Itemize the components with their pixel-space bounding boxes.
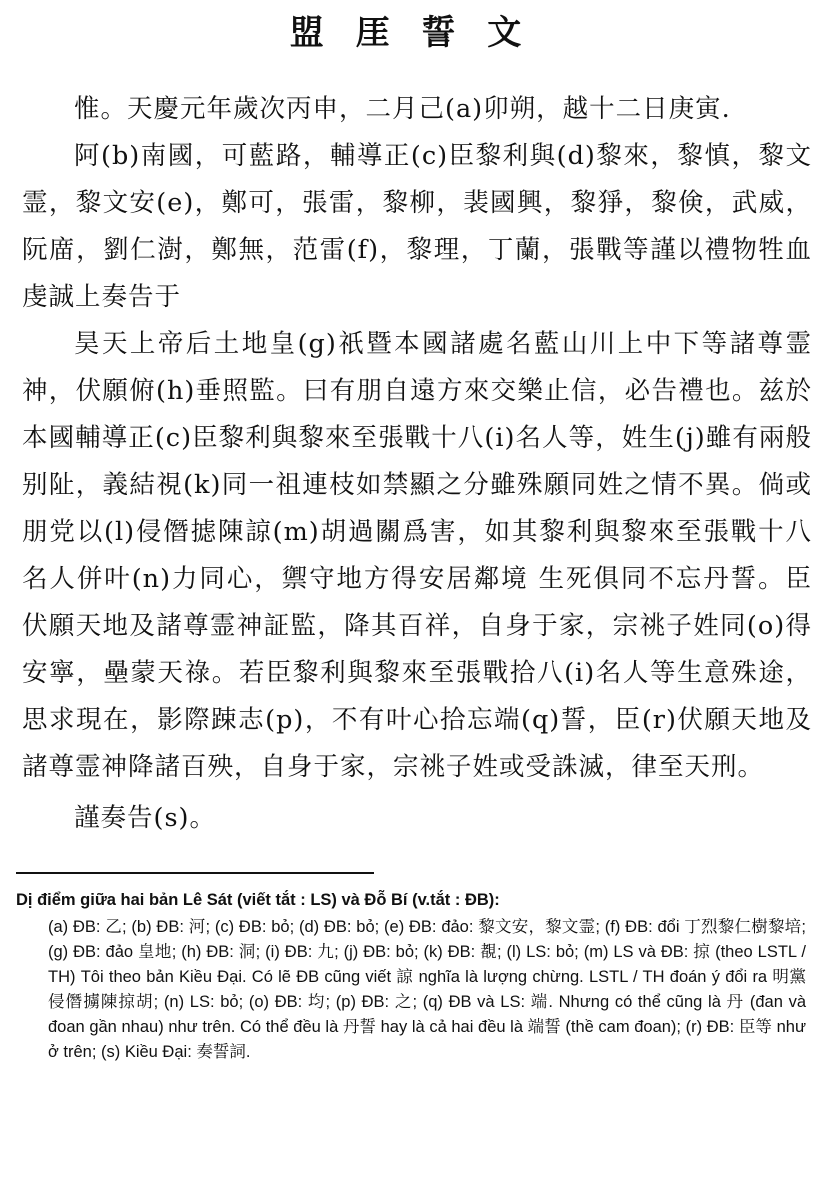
footnote-divider <box>16 872 374 874</box>
paragraph-closing: 謹奏告(s)。 <box>74 803 216 833</box>
footnotes-heading: Dị điểm giữa hai bản Lê Sát (viết tắt : LS) và Đỗ Bí (v.tắt : ĐB): <box>16 891 500 909</box>
document-title: 盟 厓 誓 文 <box>289 13 532 53</box>
paragraph-oath: 昊天上帝后土地皇(g)祇暨本國諸處名藍山川上中下等諸尊霊神，伏願俯(h)垂照監。曰有朋自遠方來交樂止信，必告禮也。兹於本國輔導正(c)臣黎利與黎來至張戰十八(i)名人等，姓生(j)雖有兩般别阯，義結視(k)同一祖連枝如禁顯之分雖殊願同姓之情不異。倘或朋党以(l)侵僭摅陳諒(m)胡過關爲害，如其黎利與黎來至張戰十八名人併叶(n)力同心，禦守地方得安居鄰境 生死俱同不忘丹誓。臣伏願天地及諸尊霊神証監，降其百祥，自身于家，宗祧子姓同(o)得安寧，壘蒙天祿。若臣黎利與黎來至張戰拾八(i)名人等生意殊途，思求現在，影際踈志(p)，不有叶心拾忘端(q)誓，臣(r)伏願天地及諸尊霊神降諸百殃，自身于家，宗祧子姓或受誅滅，律至天刑。 <box>22 329 812 782</box>
oath-body <box>22 86 812 842</box>
footnotes <box>16 888 806 1065</box>
paragraph-signatories: 阿(b)南國，可藍路，輔導正(c)臣黎利與(d)黎來，黎慎，黎文霊，黎文安(e)，鄭可，張雷，黎柳，裴國興，黎猙，黎倹，武威，阮庿，劉仁澍，鄭無，范雷(f)，黎理，丁蘭，張戰等謹以禮物牲血虔誠上奏告于 <box>22 141 812 312</box>
paragraph-date: 惟。天慶元年歲次丙申，二月己(a)卯朔，越十二日庚寅. <box>74 94 731 124</box>
footnotes-text: (a) ĐB: 乙; (b) ĐB: 河; (c) ĐB: bỏ; (d) ĐB: bỏ; (e) ĐB: đảo: 黎文安，黎文霊; (f) ĐB: đổi 丁烈黎仁樹黎培; (g) ĐB: đảo 皇地; (h) ĐB: 洞; (i) ĐB: 九; (j) ĐB: bỏ; (k) ĐB: 覩; (l) LS: bỏ; (m) LS và ĐB: 掠 (theo LSTL / TH) Tôi theo bản Kiều Đại. Có lẽ ĐB cũng viết 諒 nghĩa là lượng chừng. LSTL / TH đoán ý đổi ra 明黨 侵僭擄陳掠胡; (n) LS: bỏ; (o) ĐB: 均; (p) ĐB: 之; (q) ĐB và LS: 端. Nhưng có thể cũng là 丹 (đan và đoan gần nhau) như trên. Có thể đều là 丹誓 hay là cả hai đều là 端誓 (thề cam đoan); (r) ĐB: 臣等 như ở trên; (s) Kiều Đại: 奏誓詞. <box>48 918 806 1061</box>
